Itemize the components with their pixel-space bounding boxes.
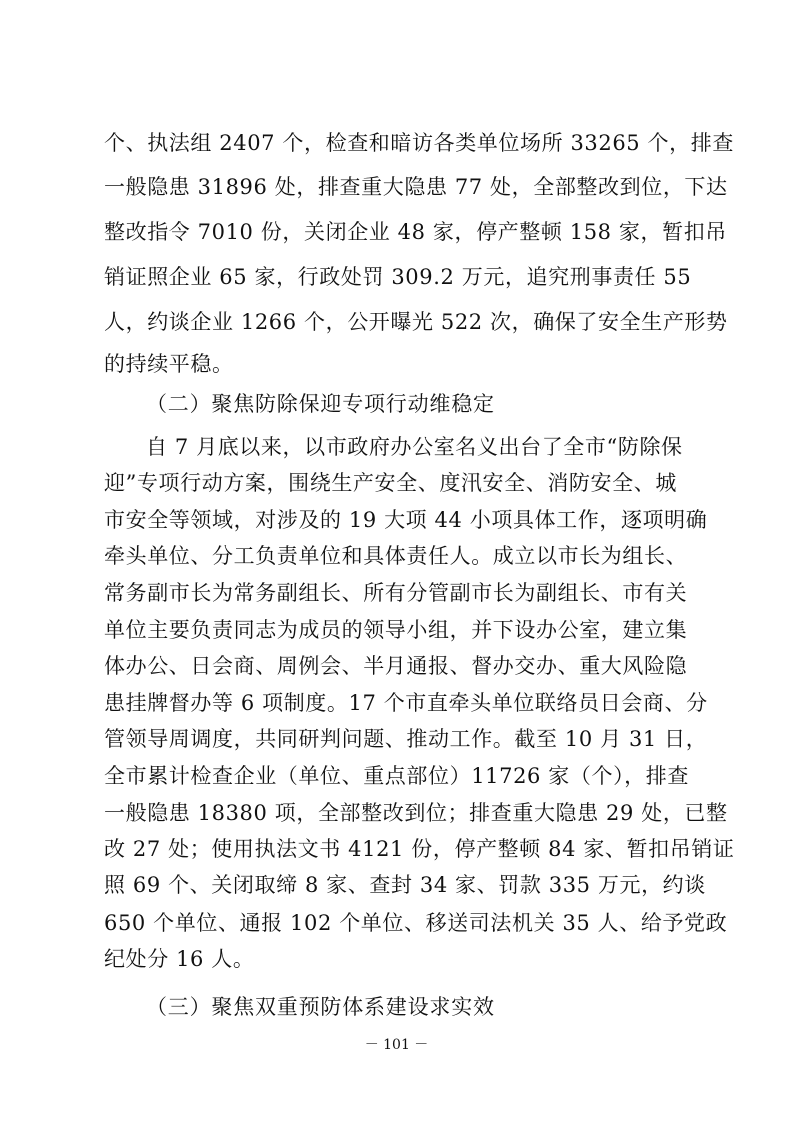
text-line: 一般隐患 18380 项，全部整改到位；排查重大隐患 29 处，已整 <box>104 800 728 825</box>
text-line: 全市累计检查企业（单位、重点部位）11726 家（个），排查 <box>104 764 689 789</box>
text-line: 常务副市长为常务副组长、所有分管副市长为副组长、市有关 <box>104 581 688 606</box>
text-line: 市安全等领域，对涉及的 19 大项 44 小项具体工作，逐项明确 <box>104 507 708 532</box>
text-line: 单位主要负责同志为成员的领导小组，并下设办公室，建立集 <box>104 617 688 642</box>
text-line: 的持续平稳。 <box>104 352 234 376</box>
text-line: 改 27 处；使用执法文书 4121 份，停产整顿 84 家、暂扣吊销证 <box>104 836 735 861</box>
text-line: 销证照企业 65 家，行政处罚 309.2 万元，追究刑事责任 55 <box>104 265 692 289</box>
text-line: 一般隐患 31896 处，排查重大隐患 77 处，全部整改到位，下达 <box>104 175 728 199</box>
text-line: 个、执法组 2407 个，检查和暗访各类单位场所 33265 个，排查 <box>104 131 734 155</box>
section-heading: （三）聚焦双重预防体系建设求实效 <box>146 995 495 1019</box>
page-number: － 101 － <box>364 1037 429 1053</box>
text-line: 体办公、日会商、周例会、半月通报、督办交办、重大风险隐 <box>104 654 688 679</box>
text-line: 照 69 个、关闭取缔 8 家、查封 34 家、罚款 335 万元，约谈 <box>104 873 706 898</box>
text-line: 牵头单位、分工负责单位和具体责任人。成立以市长为组长、 <box>104 544 688 569</box>
text-line: 人，约谈企业 1266 个，公开曝光 522 次，确保了安全生产形势 <box>104 310 728 334</box>
text-line: 纪处分 16 人。 <box>104 947 255 971</box>
section-heading: （二）聚焦防除保迎专项行动维稳定 <box>146 392 495 416</box>
text-line: 迎”专项行动方案，围绕生产安全、度汛安全、消防安全、城 <box>104 471 677 496</box>
text-line: 650 个单位、通报 102 个单位、移送司法机关 35 人、给予党政 <box>104 910 728 935</box>
text-line: 管领导周调度，共同研判问题、推动工作。截至 10 月 31 日， <box>104 726 708 751</box>
text-line: 整改指令 7010 份，关闭企业 48 家，停产整顿 158 家，暂扣吊 <box>104 220 727 244</box>
text-line: 自 7 月底以来，以市政府办公室名义出台了全市“防除保 <box>146 435 683 459</box>
text-line: 患挂牌督办等 6 项制度。17 个市直牵头单位联络员日会商、分 <box>104 690 708 715</box>
